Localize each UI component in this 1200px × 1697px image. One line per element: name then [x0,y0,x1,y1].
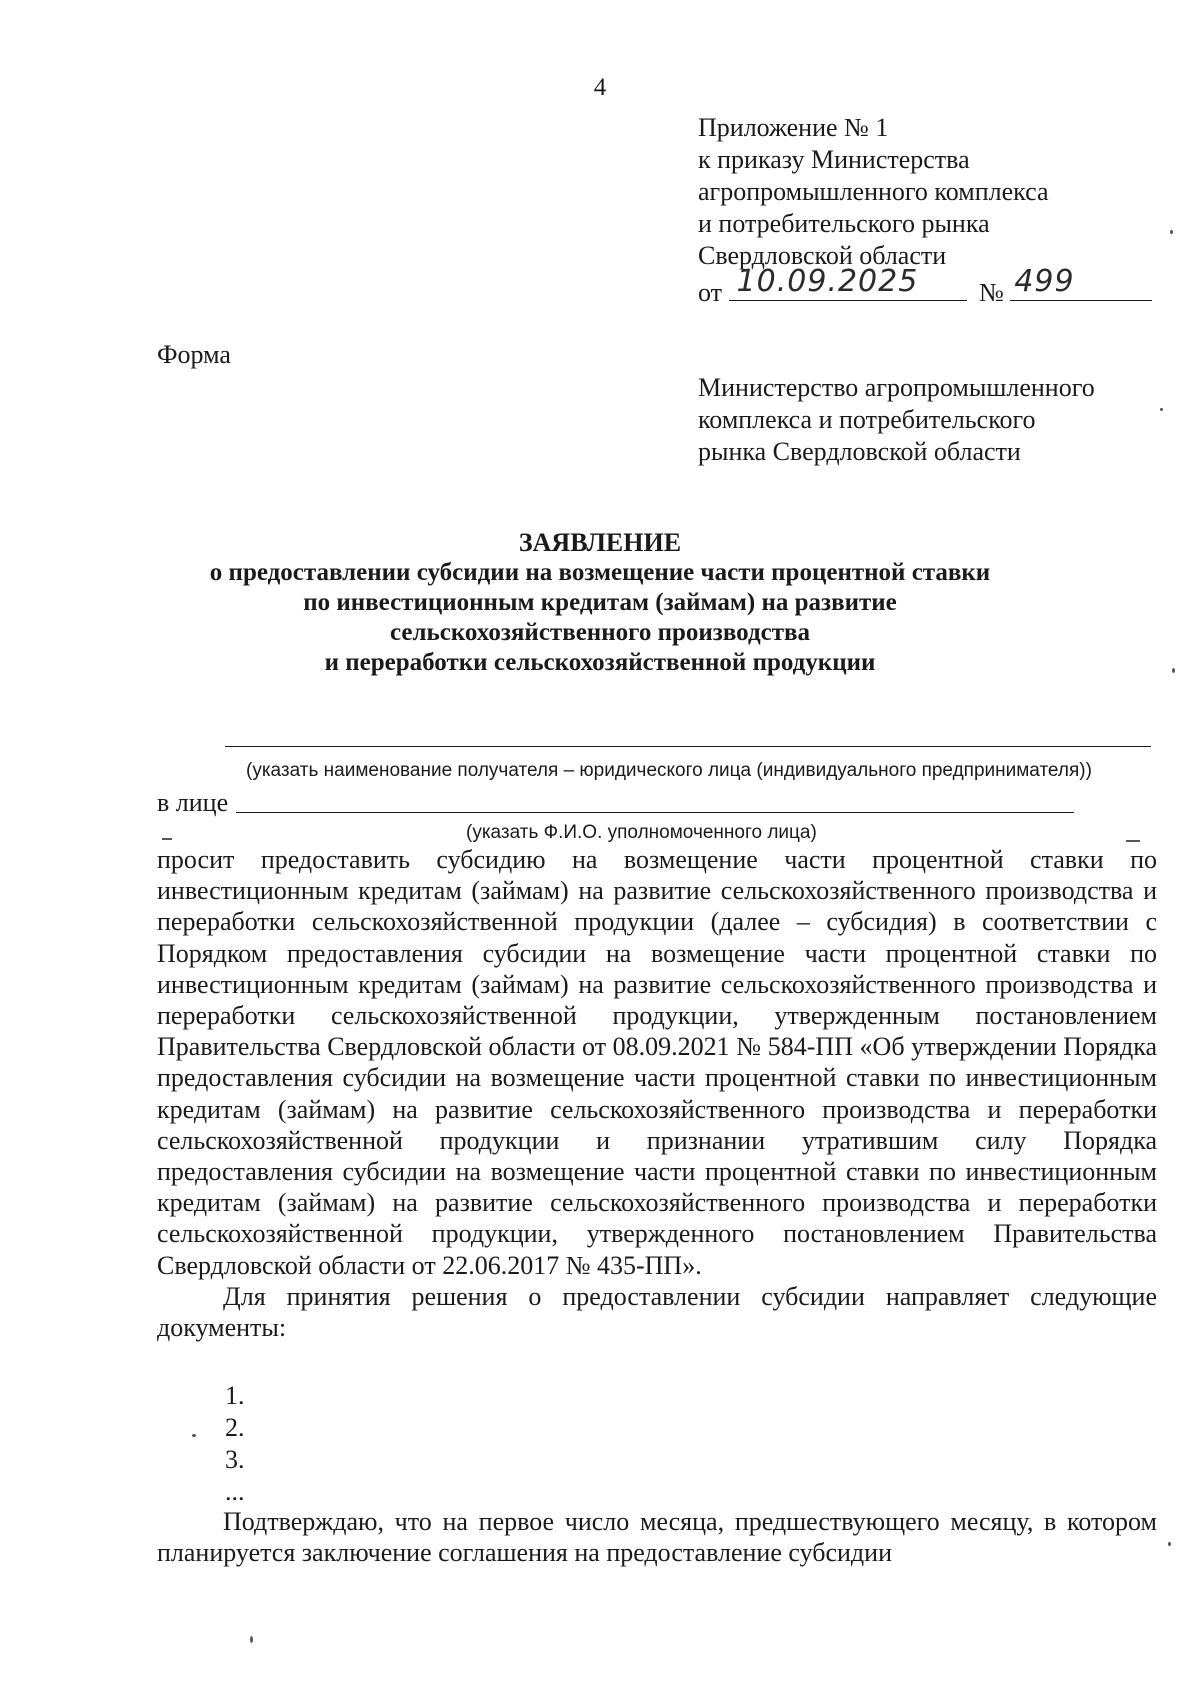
date-field [729,264,967,301]
appendix-line: Приложение № 1 [698,113,889,142]
appendix-block [698,112,1152,309]
appendix-line: к приказу Министерства [698,145,970,174]
list-item: 2. [225,1413,245,1442]
scan-speck [1168,1542,1171,1546]
body-text [157,844,1157,1343]
scan-speck [1172,668,1175,673]
title-line: по инвестиционным кредитам (займам) на развитие [303,589,897,616]
title-heading: ЗАЯВЛЕНИЕ [518,528,682,557]
body-paragraph: просит предоставить субсидию на возмещение части процентной ставки по инвестиционным кредитам (займам) на развитие сельскохозяйственного производства и переработки сельскохозяйственной продукции (далее – субсидия) в соответствии с Порядком предоставления субсидии на возмещение части процентной ставки по инвестиционным кредитам (займам) на развитие сельскохозяйственного производства и переработки сельскохозяйственной продукции, утвержденным постановлением Правительства Свердловской области от 08.09.2021 № 584-ПП «Об утверждении Порядка предоставления субсидии на возмещение части процентной ставки по инвестиционным кредитам (займам) на развитие сельскохозяйственного производства и переработки сельскохозяйственной продукции и признании утратившим силу Порядка предоставления субсидии на возмещение части процентной ставки по инвестиционным кредитам (займам) на развитие сельскохозяйственного производства и переработки сельскохозяйственной продукции, утвержденного постановлением Правительства Свердловской области от 22.06.2017 № 435-ПП». [157,845,1157,1280]
representative-caption: (указать Ф.И.О. уполномоченного лица) [466,822,817,843]
appendix-line: Свердловской области [698,241,947,270]
number-field [1010,264,1152,301]
title-line: о предоставлении субсидии на возмещение части процентной ставки [209,559,991,586]
representative-fill-line[interactable] [236,812,1074,813]
handwritten-number: 499 [1014,264,1075,299]
title-line: сельскохозяйственного производства [390,619,810,646]
appendix-line: агропромышленного комплекса [698,177,1049,206]
scan-speck [1160,408,1163,411]
body-paragraph: Подтверждаю, что на первое число месяца, предшествующего месяцу, в котором планируется заключение соглашения на предоставление субсидии [157,1507,1157,1568]
scan-speck [1170,230,1173,234]
in-face-label: в лице [157,788,229,817]
recipient-caption: (указать наименование получателя – юридического лица (индивидуального предпринимателя)) [246,760,1092,781]
scan-speck [162,838,172,840]
form-label: Форма [157,340,231,369]
addressee-line: рынка Свердловской области [698,437,1021,466]
addressee-line: комплекса и потребительского [698,405,1036,434]
scan-speck [1126,840,1140,842]
list-item: ... [225,1477,245,1506]
appendix-date-row [698,264,1152,309]
list-item: 3. [225,1445,245,1474]
list-item: 1. [225,1381,245,1410]
body-text-continued [157,1506,1157,1568]
scan-speck [192,1434,196,1437]
scan-speck [250,1636,253,1643]
recipient-fill-line[interactable] [225,746,1151,747]
page-number: 4 [593,74,607,101]
title-line: и переработки сельскохозяйственной продукции [324,649,876,676]
date-prefix: от [698,278,723,307]
addressee-block [698,372,1095,468]
number-prefix: № [979,278,1004,307]
document-title [0,528,1200,678]
document-list [225,1380,245,1508]
addressee-line: Министерство агропромышленного [698,373,1095,402]
appendix-line: и потребительского рынка [698,209,990,238]
body-paragraph: Для принятия решения о предоставлении субсидии направляет следующие документы: [157,1281,1157,1343]
handwritten-date: 10.09.2025 [736,264,919,299]
